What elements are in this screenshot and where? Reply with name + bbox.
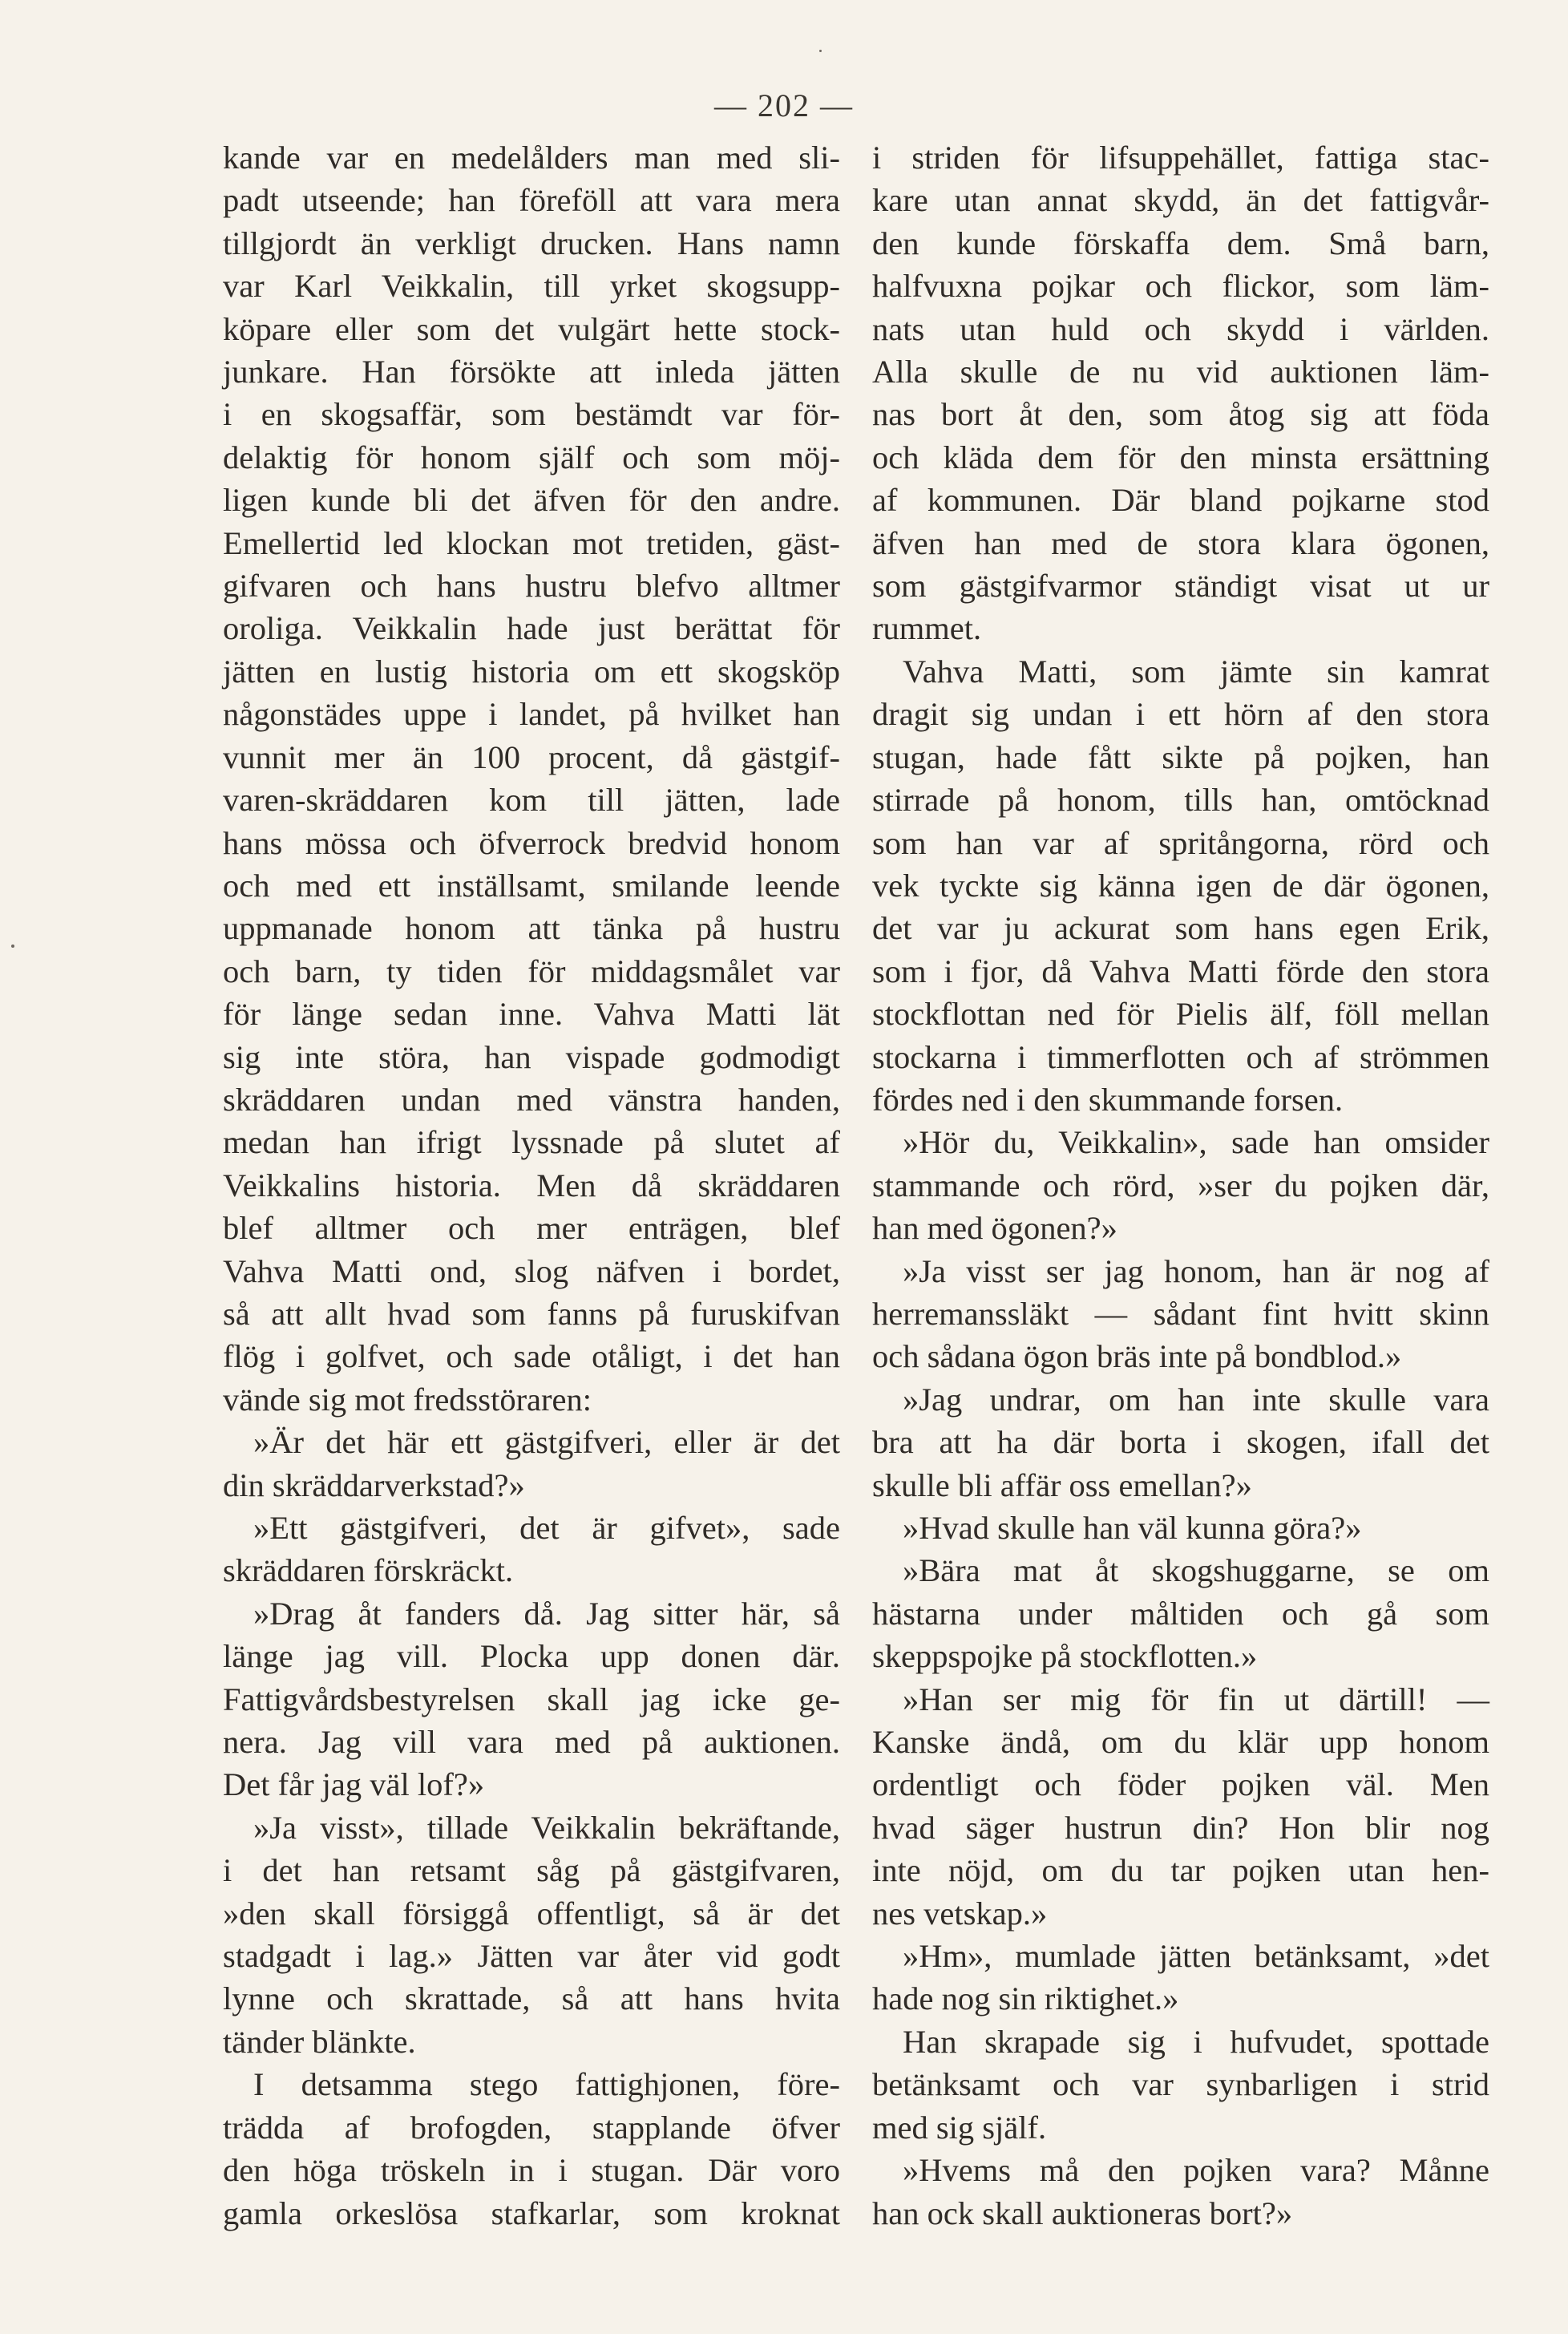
text-line: vunnit mer än 100 procent, då gästgif- [223,738,840,775]
text-line: den kunde förskaffa dem. Små barn, [872,225,1489,261]
text-line: »Bära mat åt skogshuggarne, se om [903,1552,1489,1589]
text-line: bra att ha där borta i skogen, ifall det [872,1424,1489,1461]
text-line: jätten en lustig historia om ett skogsköp [223,653,840,690]
text-line: betänksamt och var synbarligen i strid [872,2066,1489,2103]
text-line: hvad säger hustrun din? Hon blir nog [872,1809,1489,1846]
text-line: trädda af brofogden, stapplande öfver [223,2109,840,2146]
text-line: och barn, ty tiden för middagsmålet var [223,953,840,989]
text-line: I detsamma stego fattighjonen, före- [253,2066,840,2103]
text-line: ordentligt och föder pojken väl. Men [872,1766,1489,1803]
text-line: nes vetskap.» [872,1895,1048,1932]
text-line: stammande och rörd, »ser du pojken där, [872,1167,1489,1203]
text-line: »Ja visst», tillade Veikkalin bekräftande, [253,1809,840,1846]
text-line: medan han ifrigt lyssnade på slutet af [223,1124,840,1161]
text-line: Han skrapade sig i hufvudet, spottade [903,2023,1489,2060]
text-line: »Ja visst ser jag honom, han är nog af [903,1252,1489,1289]
text-line: sig inte störa, han vispade godmodigt [223,1038,840,1075]
text-line: nas bort åt den, som åtog sig att föda [872,396,1489,433]
text-line: med sig själf. [872,2109,1047,2146]
text-line: »Han ser mig för fin ut därtill! — [903,1681,1489,1717]
text-line: och med ett inställsamt, smilande leende [223,867,840,904]
text-line: i striden för lifsuppehället, fattiga stac- [872,140,1489,176]
text-line: padt utseende; han föreföll att vara mera [223,182,840,219]
text-line: gamla orkeslösa stafkarlar, som kroknat [223,2194,840,2231]
text-line: blef alltmer och mer enträgen, blef [223,1210,840,1247]
text-line: och kläda dem för den minsta ersättning [872,439,1489,475]
text-line: äfven han med de stora klara ögonen, [872,524,1489,561]
text-line: tänder blänkte. [223,2023,416,2060]
text-line: »Drag åt fanders då. Jag sitter här, så [253,1595,840,1632]
text-line: som han var af spritångorna, rörd och [872,824,1489,861]
text-line: för länge sedan inne. Vahva Matti lät [223,996,840,1033]
text-line: tillgjordt än verkligt drucken. Hans namn [223,225,840,261]
text-line: junkare. Han försökte att inleda jätten [223,354,840,390]
text-line: Fattigvårdsbestyrelsen skall jag icke ge- [223,1681,840,1717]
text-line: skulle bli affär oss emellan?» [872,1466,1252,1503]
text-line: kare utan annat skydd, än det fattigvår- [872,182,1489,219]
text-line: ligen kunde bli det äfven för den andre. [223,482,840,519]
text-line: »Hm», mumlade jätten betänksamt, »det [903,1938,1489,1975]
paper-speck [819,50,822,52]
text-line: lynne och skrattade, så att hans hvita [223,1980,840,2017]
text-line: Vahva Matti ond, slog näfven i bordet, [223,1252,840,1289]
text-line: så att allt hvad som fanns på furuskifvan [223,1295,840,1332]
text-line: »Hvems må den pojken vara? Månne [903,2152,1489,2189]
text-line: »Ett gästgifveri, det är gifvet», sade [253,1510,840,1546]
text-line: skräddaren förskräckt. [223,1552,514,1589]
text-line: nats utan huld och skydd i världen. [872,310,1489,347]
text-line: nera. Jag vill vara med på auktionen. [223,1724,840,1761]
text-line: skeppspojke på stockflotten.» [872,1638,1258,1675]
text-line: stockflottan ned för Pielis älf, föll mellan [872,996,1489,1033]
text-line: halfvuxna pojkar och flickor, som läm- [872,268,1489,305]
text-line: »den skall försiggå offentligt, så är det [223,1895,840,1932]
text-line: han med ögonen?» [872,1210,1117,1247]
text-line: i en skogsaffär, som bestämdt var för- [223,396,840,433]
text-line: af kommunen. Där bland pojkarne stod [872,482,1489,519]
left-text-column [223,136,840,2235]
text-line: Vahva Matti, som jämte sin kamrat [903,653,1489,690]
text-line: varen-skräddaren kom till jätten, lade [223,782,840,819]
text-line: Kanske ändå, om du klär upp honom [872,1724,1489,1761]
text-line: han ock skall auktioneras bort?» [872,2194,1293,2231]
text-line: oroliga. Veikkalin hade just berättat för [223,610,840,647]
text-line: fördes ned i den skummande forsen. [872,1081,1344,1118]
text-line: Veikkalins historia. Men då skräddaren [223,1167,840,1203]
text-line: delaktig för honom själf och som möj- [223,439,840,475]
text-line: var Karl Veikkalin, till yrket skogsupp- [223,268,840,305]
text-line: hans mössa och öfverrock bredvid honom [223,824,840,861]
text-line: »Hvad skulle han väl kunna göra?» [903,1510,1362,1546]
text-line: hade nog sin riktighet.» [872,1980,1179,2017]
text-line: i det han retsamt såg på gästgifvaren, [223,1852,840,1889]
text-line: någonstädes uppe i landet, på hvilket han [223,696,840,733]
text-line: Alla skulle de nu vid auktionen läm- [872,354,1489,390]
text-line: Emellertid led klockan mot tretiden, gäst- [223,524,840,561]
paper-speck [11,945,14,948]
text-line: vek tyckte sig känna igen de där ögonen, [872,867,1489,904]
text-line: köpare eller som det vulgärt hette stock- [223,310,840,347]
text-line: det var ju ackurat som hans egen Erik, [872,910,1489,947]
text-line: din skräddarverkstad?» [223,1466,525,1503]
text-line: »Jag undrar, om han inte skulle vara [903,1381,1489,1418]
text-line: rummet. [872,610,982,647]
text-line: »Är det här ett gästgifveri, eller är det [253,1424,840,1461]
text-line: Det får jag väl lof?» [223,1766,485,1803]
text-line: kande var en medelålders man med sli- [223,140,840,176]
text-line: vände sig mot fredsstöraren: [223,1381,592,1418]
text-line: uppmanade honom att tänka på hustru [223,910,840,947]
text-line: som gästgifvarmor ständigt visat ut ur [872,568,1489,605]
text-line: inte nöjd, om du tar pojken utan hen- [872,1852,1489,1889]
text-line: stockarna i timmerflotten och af strömmen [872,1038,1489,1075]
text-line: länge jag vill. Plocka upp donen där. [223,1638,840,1675]
page-number: — 202 — [714,87,854,123]
text-line: gifvaren och hans hustru blefvo alltmer [223,568,840,605]
text-line: »Hör du, Veikkalin», sade han omsider [903,1124,1489,1161]
right-text-column [872,136,1489,2235]
text-line: som i fjor, då Vahva Matti förde den stora [872,953,1489,989]
text-line: herremanssläkt — sådant fint hvitt skinn [872,1295,1489,1332]
text-line: skräddaren undan med vänstra handen, [223,1081,840,1118]
text-line: stadgadt i lag.» Jätten var åter vid godt [223,1938,840,1975]
text-line: flög i golfvet, och sade otåligt, i det han [223,1338,840,1375]
text-line: dragit sig undan i ett hörn af den stora [872,696,1489,733]
text-line: och sådana ögon bräs inte på bondblod.» [872,1338,1402,1375]
text-line: den höga tröskeln in i stugan. Där voro [223,2152,840,2189]
text-line: stirrade på honom, tills han, omtöcknad [872,782,1489,819]
text-line: hästarna under måltiden och gå som [872,1595,1489,1632]
text-line: stugan, hade fått sikte på pojken, han [872,738,1489,775]
